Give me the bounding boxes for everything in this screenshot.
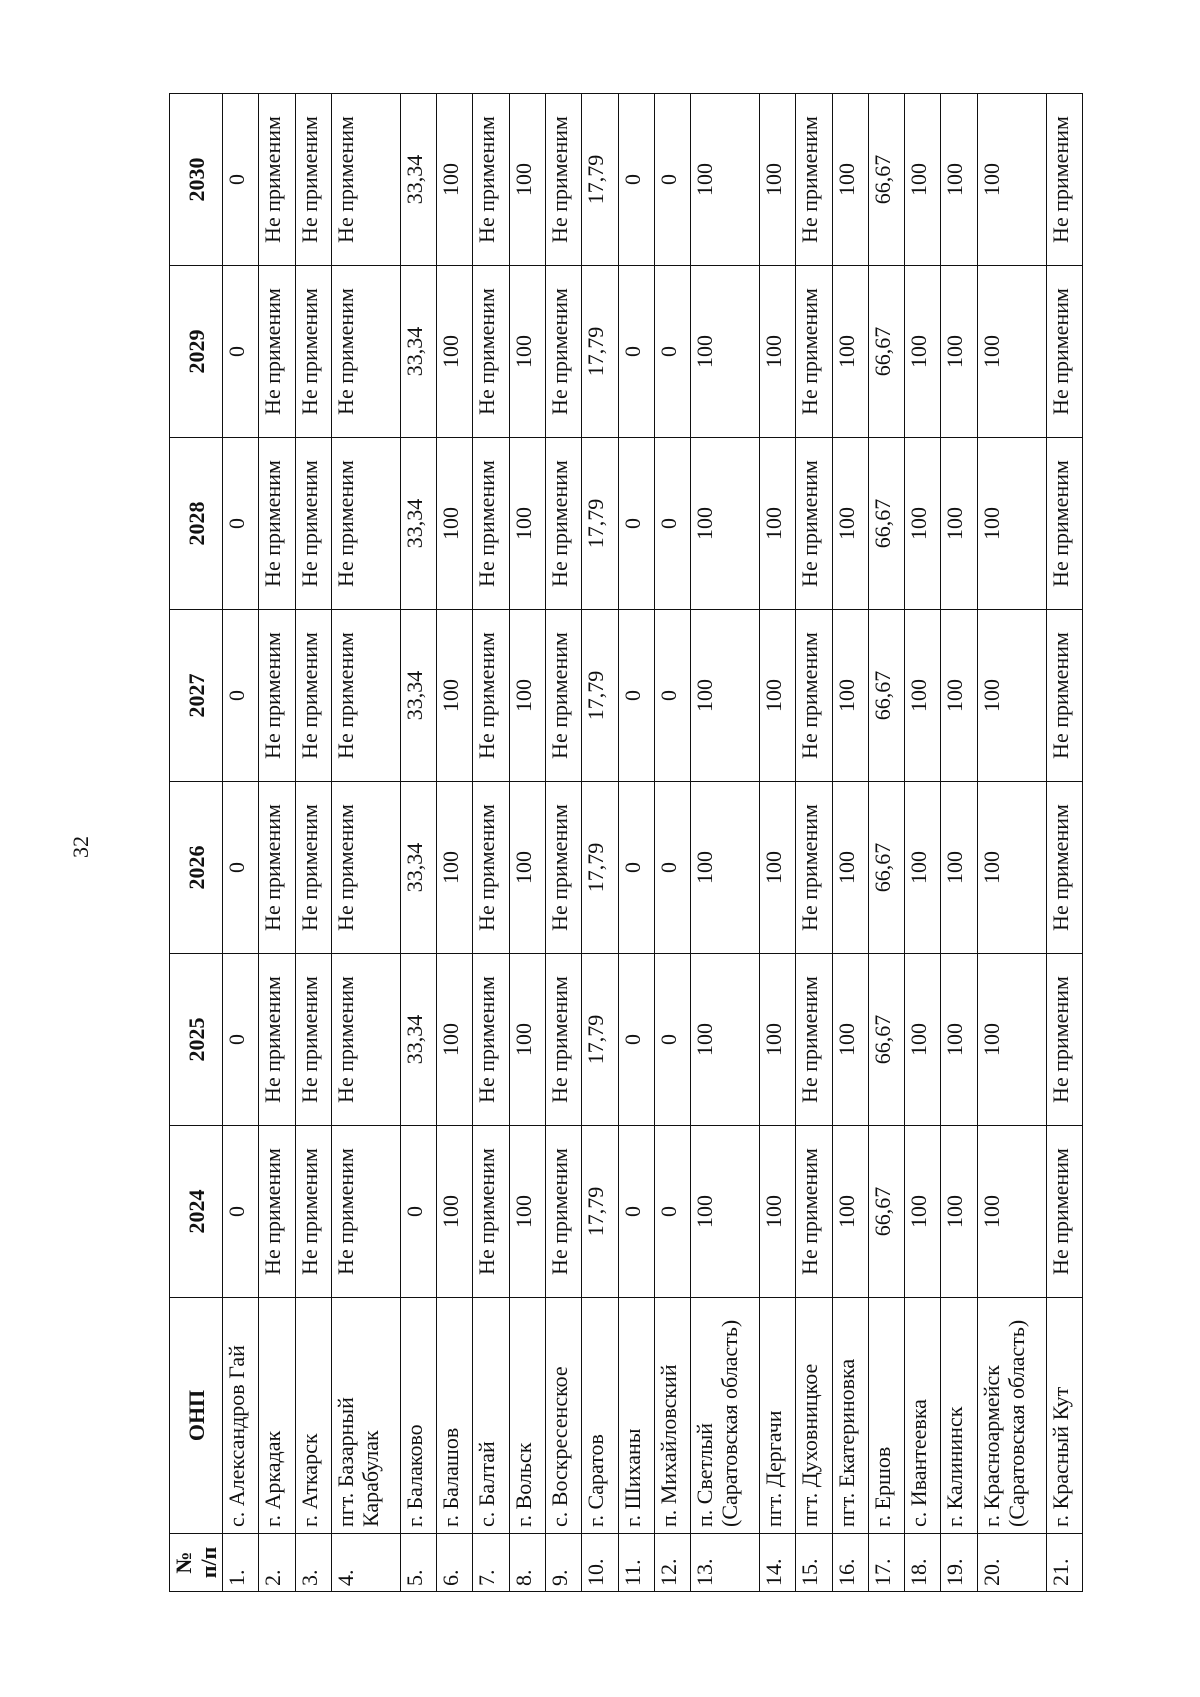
settlement-name: г. Саратов [582, 1298, 618, 1534]
year-value-cell: 100 [977, 438, 1046, 610]
year-value-cell: Не применим [259, 266, 295, 438]
year-value-cell: 100 [941, 954, 977, 1126]
year-value-cell: 17,79 [582, 610, 618, 782]
table-row [509, 94, 545, 1592]
year-value-cell: 0 [618, 610, 654, 782]
year-value-cell: 0 [618, 438, 654, 610]
year-value-cell: Не применим [295, 610, 331, 782]
settlement-name: п. Михайловский [654, 1298, 690, 1534]
year-value-cell: 100 [759, 266, 795, 438]
year-value-cell: Не применим [473, 94, 509, 266]
year-value-cell: Не применим [331, 1126, 400, 1298]
year-value-cell: 100 [759, 610, 795, 782]
settlement-name: пгт. Духовницкое [796, 1298, 832, 1534]
year-value-cell: Не применим [259, 954, 295, 1126]
year-value-cell: Не применим [545, 954, 581, 1126]
year-value-cell: 100 [759, 94, 795, 266]
year-value-cell: 100 [941, 610, 977, 782]
year-value-cell: Не применим [295, 954, 331, 1126]
year-value-cell: 100 [977, 1126, 1046, 1298]
row-number: 10. [582, 1534, 618, 1592]
year-value-cell: 100 [977, 266, 1046, 438]
settlement-name: г. Балашов [436, 1298, 472, 1534]
table-row [400, 94, 436, 1592]
year-value-cell: Не применим [796, 438, 832, 610]
year-value-cell: 100 [941, 266, 977, 438]
year-value-cell: 100 [941, 782, 977, 954]
row-number: 20. [977, 1534, 1046, 1592]
row-number: 7. [473, 1534, 509, 1592]
year-value-cell: 100 [905, 782, 941, 954]
settlement-name: г. Аткарск [295, 1298, 331, 1534]
year-value-cell: 100 [977, 782, 1046, 954]
year-value-cell: 66,67 [868, 1126, 904, 1298]
year-value-cell: 0 [223, 954, 259, 1126]
year-value-cell: 100 [977, 610, 1046, 782]
year-value-cell: 100 [436, 266, 472, 438]
table-row [868, 94, 904, 1592]
year-value-cell: 100 [832, 266, 868, 438]
year-value-cell: Не применим [473, 954, 509, 1126]
row-number: 4. [331, 1534, 400, 1592]
year-value-cell: 100 [905, 1126, 941, 1298]
row-number: 6. [436, 1534, 472, 1592]
year-value-cell: 66,67 [868, 266, 904, 438]
row-number: 14. [759, 1534, 795, 1592]
row-number: 12. [654, 1534, 690, 1592]
year-value-cell: 100 [832, 782, 868, 954]
year-value-cell: Не применим [796, 266, 832, 438]
year-value-cell: 100 [905, 266, 941, 438]
year-value-cell: 17,79 [582, 782, 618, 954]
header-year: 2026 [170, 782, 223, 954]
year-value-cell: 100 [509, 266, 545, 438]
year-value-cell: 100 [691, 1126, 760, 1298]
table-row [331, 94, 400, 1592]
table-row [691, 94, 760, 1592]
header-year: 2030 [170, 94, 223, 266]
settlement-name: с. Ивантеевка [905, 1298, 941, 1534]
year-value-cell: Не применим [796, 610, 832, 782]
row-number: 19. [941, 1534, 977, 1592]
table-header-row [170, 94, 223, 1592]
year-value-cell: 100 [436, 954, 472, 1126]
year-value-cell: Не применим [796, 94, 832, 266]
year-value-cell: 33,34 [400, 266, 436, 438]
table-row [545, 94, 581, 1592]
year-value-cell: 0 [223, 438, 259, 610]
year-value-cell: Не применим [1046, 266, 1082, 438]
year-value-cell: 100 [436, 94, 472, 266]
year-value-cell: Не применим [473, 1126, 509, 1298]
row-number: 13. [691, 1534, 760, 1592]
year-value-cell: 33,34 [400, 438, 436, 610]
year-value-cell: 0 [654, 94, 690, 266]
year-value-cell: Не применим [295, 94, 331, 266]
table-body [223, 94, 1083, 1592]
year-value-cell: Не применим [331, 954, 400, 1126]
table-row [618, 94, 654, 1592]
year-value-cell: 0 [223, 782, 259, 954]
year-value-cell: Не применим [1046, 610, 1082, 782]
year-value-cell: Не применим [259, 1126, 295, 1298]
year-value-cell: 100 [691, 954, 760, 1126]
row-number: 16. [832, 1534, 868, 1592]
year-value-cell: 0 [400, 1126, 436, 1298]
row-number: 15. [796, 1534, 832, 1592]
row-number: 1. [223, 1534, 259, 1592]
year-value-cell: 100 [905, 94, 941, 266]
settlement-name: г. Вольск [509, 1298, 545, 1534]
year-value-cell: 66,67 [868, 94, 904, 266]
year-value-cell: 0 [223, 94, 259, 266]
data-table [169, 93, 1083, 1592]
year-value-cell: 100 [905, 954, 941, 1126]
year-value-cell: Не применим [295, 438, 331, 610]
year-value-cell: 100 [509, 1126, 545, 1298]
year-value-cell: 100 [509, 438, 545, 610]
year-value-cell: 100 [941, 1126, 977, 1298]
settlement-name: с. Балтай [473, 1298, 509, 1534]
year-value-cell: 0 [618, 1126, 654, 1298]
year-value-cell: 100 [509, 954, 545, 1126]
settlement-name: пгт. Дергачи [759, 1298, 795, 1534]
page-number: 32 [68, 836, 93, 858]
year-value-cell: 33,34 [400, 954, 436, 1126]
year-value-cell: 66,67 [868, 610, 904, 782]
year-value-cell: Не применим [545, 782, 581, 954]
table-row [436, 94, 472, 1592]
year-value-cell: Не применим [331, 266, 400, 438]
year-value-cell: Не применим [259, 94, 295, 266]
year-value-cell: 0 [654, 954, 690, 1126]
year-value-cell: 100 [905, 438, 941, 610]
year-value-cell: 33,34 [400, 610, 436, 782]
year-value-cell: Не применим [1046, 1126, 1082, 1298]
year-value-cell: Не применим [259, 438, 295, 610]
table-row [832, 94, 868, 1592]
year-value-cell: 0 [654, 782, 690, 954]
year-value-cell: 0 [223, 266, 259, 438]
year-value-cell: Не применим [295, 1126, 331, 1298]
settlement-name: г. Балаково [400, 1298, 436, 1534]
row-number: 21. [1046, 1534, 1082, 1592]
year-value-cell: 0 [654, 266, 690, 438]
year-value-cell: Не применим [1046, 94, 1082, 266]
table-row [473, 94, 509, 1592]
year-value-cell: Не применим [473, 610, 509, 782]
year-value-cell: 100 [759, 954, 795, 1126]
year-value-cell: Не применим [259, 610, 295, 782]
year-value-cell: Не применим [331, 94, 400, 266]
table-row [582, 94, 618, 1592]
year-value-cell: 100 [691, 266, 760, 438]
year-value-cell: 33,34 [400, 782, 436, 954]
year-value-cell: Не применим [331, 782, 400, 954]
year-value-cell: 100 [436, 610, 472, 782]
year-value-cell: 17,79 [582, 266, 618, 438]
settlement-name: г. Аркадак [259, 1298, 295, 1534]
table-row [654, 94, 690, 1592]
row-number: 2. [259, 1534, 295, 1592]
settlement-name: г. Красный Кут [1046, 1298, 1082, 1534]
year-value-cell: 100 [436, 438, 472, 610]
table-row [1046, 94, 1082, 1592]
settlement-name: г. Калининск [941, 1298, 977, 1534]
year-value-cell: 100 [509, 782, 545, 954]
header-onp: ОНП [170, 1298, 223, 1534]
year-value-cell: 100 [436, 1126, 472, 1298]
year-value-cell: 0 [223, 610, 259, 782]
year-value-cell: 0 [618, 954, 654, 1126]
row-number: 8. [509, 1534, 545, 1592]
settlement-name: пгт. Екатериновка [832, 1298, 868, 1534]
year-value-cell: Не применим [259, 782, 295, 954]
year-value-cell: 0 [618, 94, 654, 266]
header-year: 2029 [170, 266, 223, 438]
table-row [759, 94, 795, 1592]
year-value-cell: 100 [941, 438, 977, 610]
row-number: 17. [868, 1534, 904, 1592]
settlement-name: с. Воскресенское [545, 1298, 581, 1534]
year-value-cell: Не применим [473, 782, 509, 954]
year-value-cell: Не применим [1046, 782, 1082, 954]
year-value-cell: 100 [691, 94, 760, 266]
year-value-cell: 100 [977, 954, 1046, 1126]
year-value-cell: Не применим [331, 610, 400, 782]
row-number: 9. [545, 1534, 581, 1592]
year-value-cell: 66,67 [868, 782, 904, 954]
header-num: № п/п [170, 1534, 223, 1592]
year-value-cell: Не применим [1046, 954, 1082, 1126]
year-value-cell: 100 [832, 954, 868, 1126]
header-year: 2024 [170, 1126, 223, 1298]
table-row [796, 94, 832, 1592]
year-value-cell: Не применим [796, 954, 832, 1126]
table-row [941, 94, 977, 1592]
year-value-cell: Не применим [796, 782, 832, 954]
year-value-cell: Не применим [473, 266, 509, 438]
table-row [259, 94, 295, 1592]
year-value-cell: 0 [654, 610, 690, 782]
year-value-cell: Не применим [1046, 438, 1082, 610]
year-value-cell: 100 [509, 610, 545, 782]
header-year: 2028 [170, 438, 223, 610]
settlement-name: с. Александров Гай [223, 1298, 259, 1534]
year-value-cell: 100 [832, 610, 868, 782]
table-row [977, 94, 1046, 1592]
year-value-cell: Не применим [295, 782, 331, 954]
year-value-cell: 17,79 [582, 954, 618, 1126]
year-value-cell: 0 [654, 438, 690, 610]
year-value-cell: 100 [759, 1126, 795, 1298]
year-value-cell: 100 [691, 782, 760, 954]
year-value-cell: Не применим [545, 1126, 581, 1298]
year-value-cell: Не применим [473, 438, 509, 610]
year-value-cell: Не применим [796, 1126, 832, 1298]
year-value-cell: Не применим [545, 266, 581, 438]
year-value-cell: Не применим [331, 438, 400, 610]
year-value-cell: 100 [832, 1126, 868, 1298]
row-number: 11. [618, 1534, 654, 1592]
year-value-cell: 100 [977, 94, 1046, 266]
row-number: 18. [905, 1534, 941, 1592]
year-value-cell: 100 [905, 610, 941, 782]
year-value-cell: Не применим [545, 610, 581, 782]
year-value-cell: 100 [509, 94, 545, 266]
year-value-cell: 100 [691, 438, 760, 610]
year-value-cell: 0 [618, 782, 654, 954]
year-value-cell: 100 [832, 438, 868, 610]
year-value-cell: 17,79 [582, 1126, 618, 1298]
year-value-cell: 100 [941, 94, 977, 266]
header-year: 2027 [170, 610, 223, 782]
header-year: 2025 [170, 954, 223, 1126]
year-value-cell: 17,79 [582, 438, 618, 610]
settlement-name: п. Светлый (Саратовская область) [691, 1298, 760, 1534]
row-number: 5. [400, 1534, 436, 1592]
table-row [295, 94, 331, 1592]
settlement-name: г. Шиханы [618, 1298, 654, 1534]
year-value-cell: 66,67 [868, 438, 904, 610]
table-row [905, 94, 941, 1592]
year-value-cell: 100 [759, 438, 795, 610]
row-number: 3. [295, 1534, 331, 1592]
year-value-cell: 0 [618, 266, 654, 438]
table-row [223, 94, 259, 1592]
rotated-table-container [169, 94, 1083, 1592]
year-value-cell: 100 [832, 94, 868, 266]
year-value-cell: 0 [223, 1126, 259, 1298]
settlement-name: пгт. Базарный Карабулак [331, 1298, 400, 1534]
year-value-cell: 100 [759, 782, 795, 954]
year-value-cell: 0 [654, 1126, 690, 1298]
settlement-name: г. Красноармейск (Саратовская область) [977, 1298, 1046, 1534]
year-value-cell: Не применим [295, 266, 331, 438]
year-value-cell: 17,79 [582, 94, 618, 266]
year-value-cell: 33,34 [400, 94, 436, 266]
year-value-cell: 66,67 [868, 954, 904, 1126]
year-value-cell: Не применим [545, 438, 581, 610]
year-value-cell: 100 [436, 782, 472, 954]
year-value-cell: Не применим [545, 94, 581, 266]
settlement-name: г. Ершов [868, 1298, 904, 1534]
year-value-cell: 100 [691, 610, 760, 782]
